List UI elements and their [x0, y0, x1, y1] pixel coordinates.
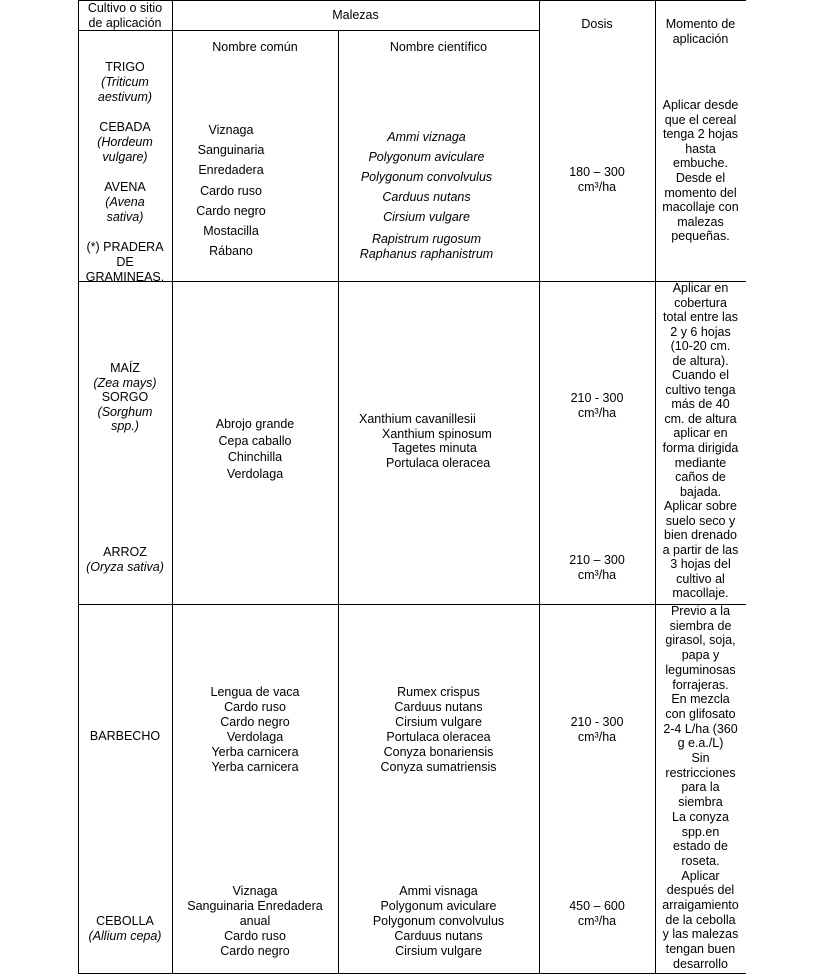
- comunes-row-1: [172, 120, 290, 261]
- list-item: Polygonum convolvulus: [360, 170, 493, 184]
- dosis-row-2-b: 210 – 300 cm³/ha: [569, 553, 625, 582]
- cultivo-cebolla: CEBOLLA (Allium cepa): [88, 914, 162, 943]
- list-item: Abrojo grande: [215, 417, 295, 431]
- cientificos-row-2: [338, 412, 539, 470]
- list-item: Cardo ruso: [200, 183, 262, 198]
- list-item: Yerba carnicera: [211, 760, 299, 774]
- list-item: Lengua de vaca: [210, 685, 300, 699]
- header-dosis: Dosis: [581, 17, 613, 31]
- list-item: Cardo negro: [220, 944, 290, 958]
- header-momento: Momento de aplicación: [665, 17, 736, 46]
- list-item: Sanguinaria Enredadera: [187, 899, 323, 913]
- list-item: Sanguinaria: [197, 143, 265, 158]
- list-item: Carduus nutans: [394, 929, 483, 943]
- list-item: Enredadera: [198, 163, 264, 178]
- list-item: Raphanus raphanistrum: [359, 247, 494, 261]
- list-item: Verdolaga: [226, 466, 284, 481]
- list-item: Xanthium cavanillesii: [359, 412, 476, 426]
- list-item: Conyza bonariensis: [383, 745, 494, 759]
- list-item: anual: [239, 914, 271, 928]
- list-item: Ammi visnaga: [399, 884, 478, 898]
- row-divider-1: [78, 281, 746, 282]
- cientificos-row-3-a: [338, 685, 539, 775]
- list-item: Cirsium vulgare: [383, 210, 470, 224]
- list-item: Conyza sumatriensis: [380, 760, 497, 774]
- list-item: Polygonum aviculare: [368, 150, 485, 164]
- list-item: Ammi viznaga: [387, 130, 466, 144]
- list-item: Xanthium spinosum: [382, 426, 492, 441]
- cientificos-row-1: [338, 127, 515, 262]
- cultivo-cereales: TRIGO (Triticum aestivum) CEBADA (Hordeum vulgare) AVENA (Avena sativa) (*) PRADERA DE GRAMINEAS.: [85, 60, 165, 284]
- list-item: Rábano: [209, 244, 253, 259]
- list-item: Carduus nutans: [382, 190, 471, 204]
- list-item: Chinchilla: [227, 450, 283, 464]
- list-item: Polygonum convolvulus: [372, 914, 505, 928]
- list-item: Cardo negro: [196, 203, 266, 218]
- list-item: Tagetes minuta: [392, 441, 477, 456]
- row-divider-2: [78, 604, 746, 605]
- comunes-row-3-b: [172, 884, 338, 959]
- header-cultivo: Cultivo o sitio de aplicación: [87, 1, 163, 30]
- list-item: Viznaga: [208, 123, 254, 137]
- dosis-row-1: 180 – 300 cm³/ha: [569, 165, 625, 194]
- cientificos-row-3-b: [338, 884, 539, 959]
- list-item: Portulaca oleracea: [386, 730, 491, 744]
- comunes-row-2: [172, 416, 338, 482]
- momento-row-1: Aplicar desde que el cereal tenga 2 hojas hasta embuche. Desde el momento del macollaje con malezas pequeñas.: [662, 98, 739, 244]
- list-item: Yerba carnicera: [211, 745, 299, 759]
- cultivo-arroz: ARROZ (Oryza sativa): [86, 545, 164, 574]
- list-item: Cirsium vulgare: [395, 944, 482, 958]
- list-item: Cepa caballo: [218, 433, 292, 448]
- list-item: Mostacilla: [203, 224, 259, 239]
- header-malezas: Malezas: [332, 8, 379, 22]
- header-line-malezas: [172, 30, 539, 31]
- list-item: Cardo ruso: [224, 929, 286, 943]
- cultivo-maiz-sorgo: MAÍZ (Zea mays) SORGO (Sorghum spp.): [93, 361, 157, 434]
- list-item: Polygonum aviculare: [380, 899, 497, 913]
- comunes-row-3-a: [172, 685, 338, 775]
- momento-row-3: Previo a la siembra de girasol, soja, papa y leguminosas forrajeras. En mezcla con glifosato 2-4 L/ha (360 g e.a./L) Sin restricciones para la siembra La conyza spp.en estado de roseta. Aplicar después del arraigamiento de la cebolla y las malezas tengan buen desarrollo: [662, 604, 739, 971]
- list-item: Cardo negro: [220, 715, 290, 729]
- list-item: Rumex crispus: [397, 685, 480, 699]
- header-nombre-cientifico: Nombre científico: [389, 40, 488, 54]
- dosis-row-3-b: 450 – 600 cm³/ha: [569, 899, 625, 928]
- header-nombre-comun: Nombre común: [212, 40, 298, 54]
- dosis-row-3-a: 210 - 300 cm³/ha: [570, 715, 624, 744]
- cultivo-barbecho: BARBECHO: [89, 729, 161, 743]
- list-item: Cardo ruso: [224, 700, 286, 714]
- dosis-row-2-a: 210 - 300 cm³/ha: [570, 391, 624, 420]
- list-item: Portulaca oleracea: [386, 455, 491, 470]
- list-item: Viznaga: [232, 884, 278, 898]
- list-item: Cirsium vulgare: [395, 715, 482, 729]
- table-border-top: [78, 0, 746, 1]
- list-item: Rapistrum rugosum: [371, 232, 482, 246]
- momento-row-2: Aplicar en cobertura total entre las 2 y 6 hojas (10-20 cm. de altura). Cuando el cultivo tenga más de 40 cm. de altura aplicar en forma dirigida mediante caños de bajada. Aplicar sobre suelo seco y bien drenado a partir de las 3 hojas del cultivo al macollaje.: [662, 281, 739, 601]
- col-divider-dosis: [539, 0, 540, 974]
- list-item: Carduus nutans: [394, 700, 483, 714]
- list-item: Verdolaga: [226, 730, 284, 744]
